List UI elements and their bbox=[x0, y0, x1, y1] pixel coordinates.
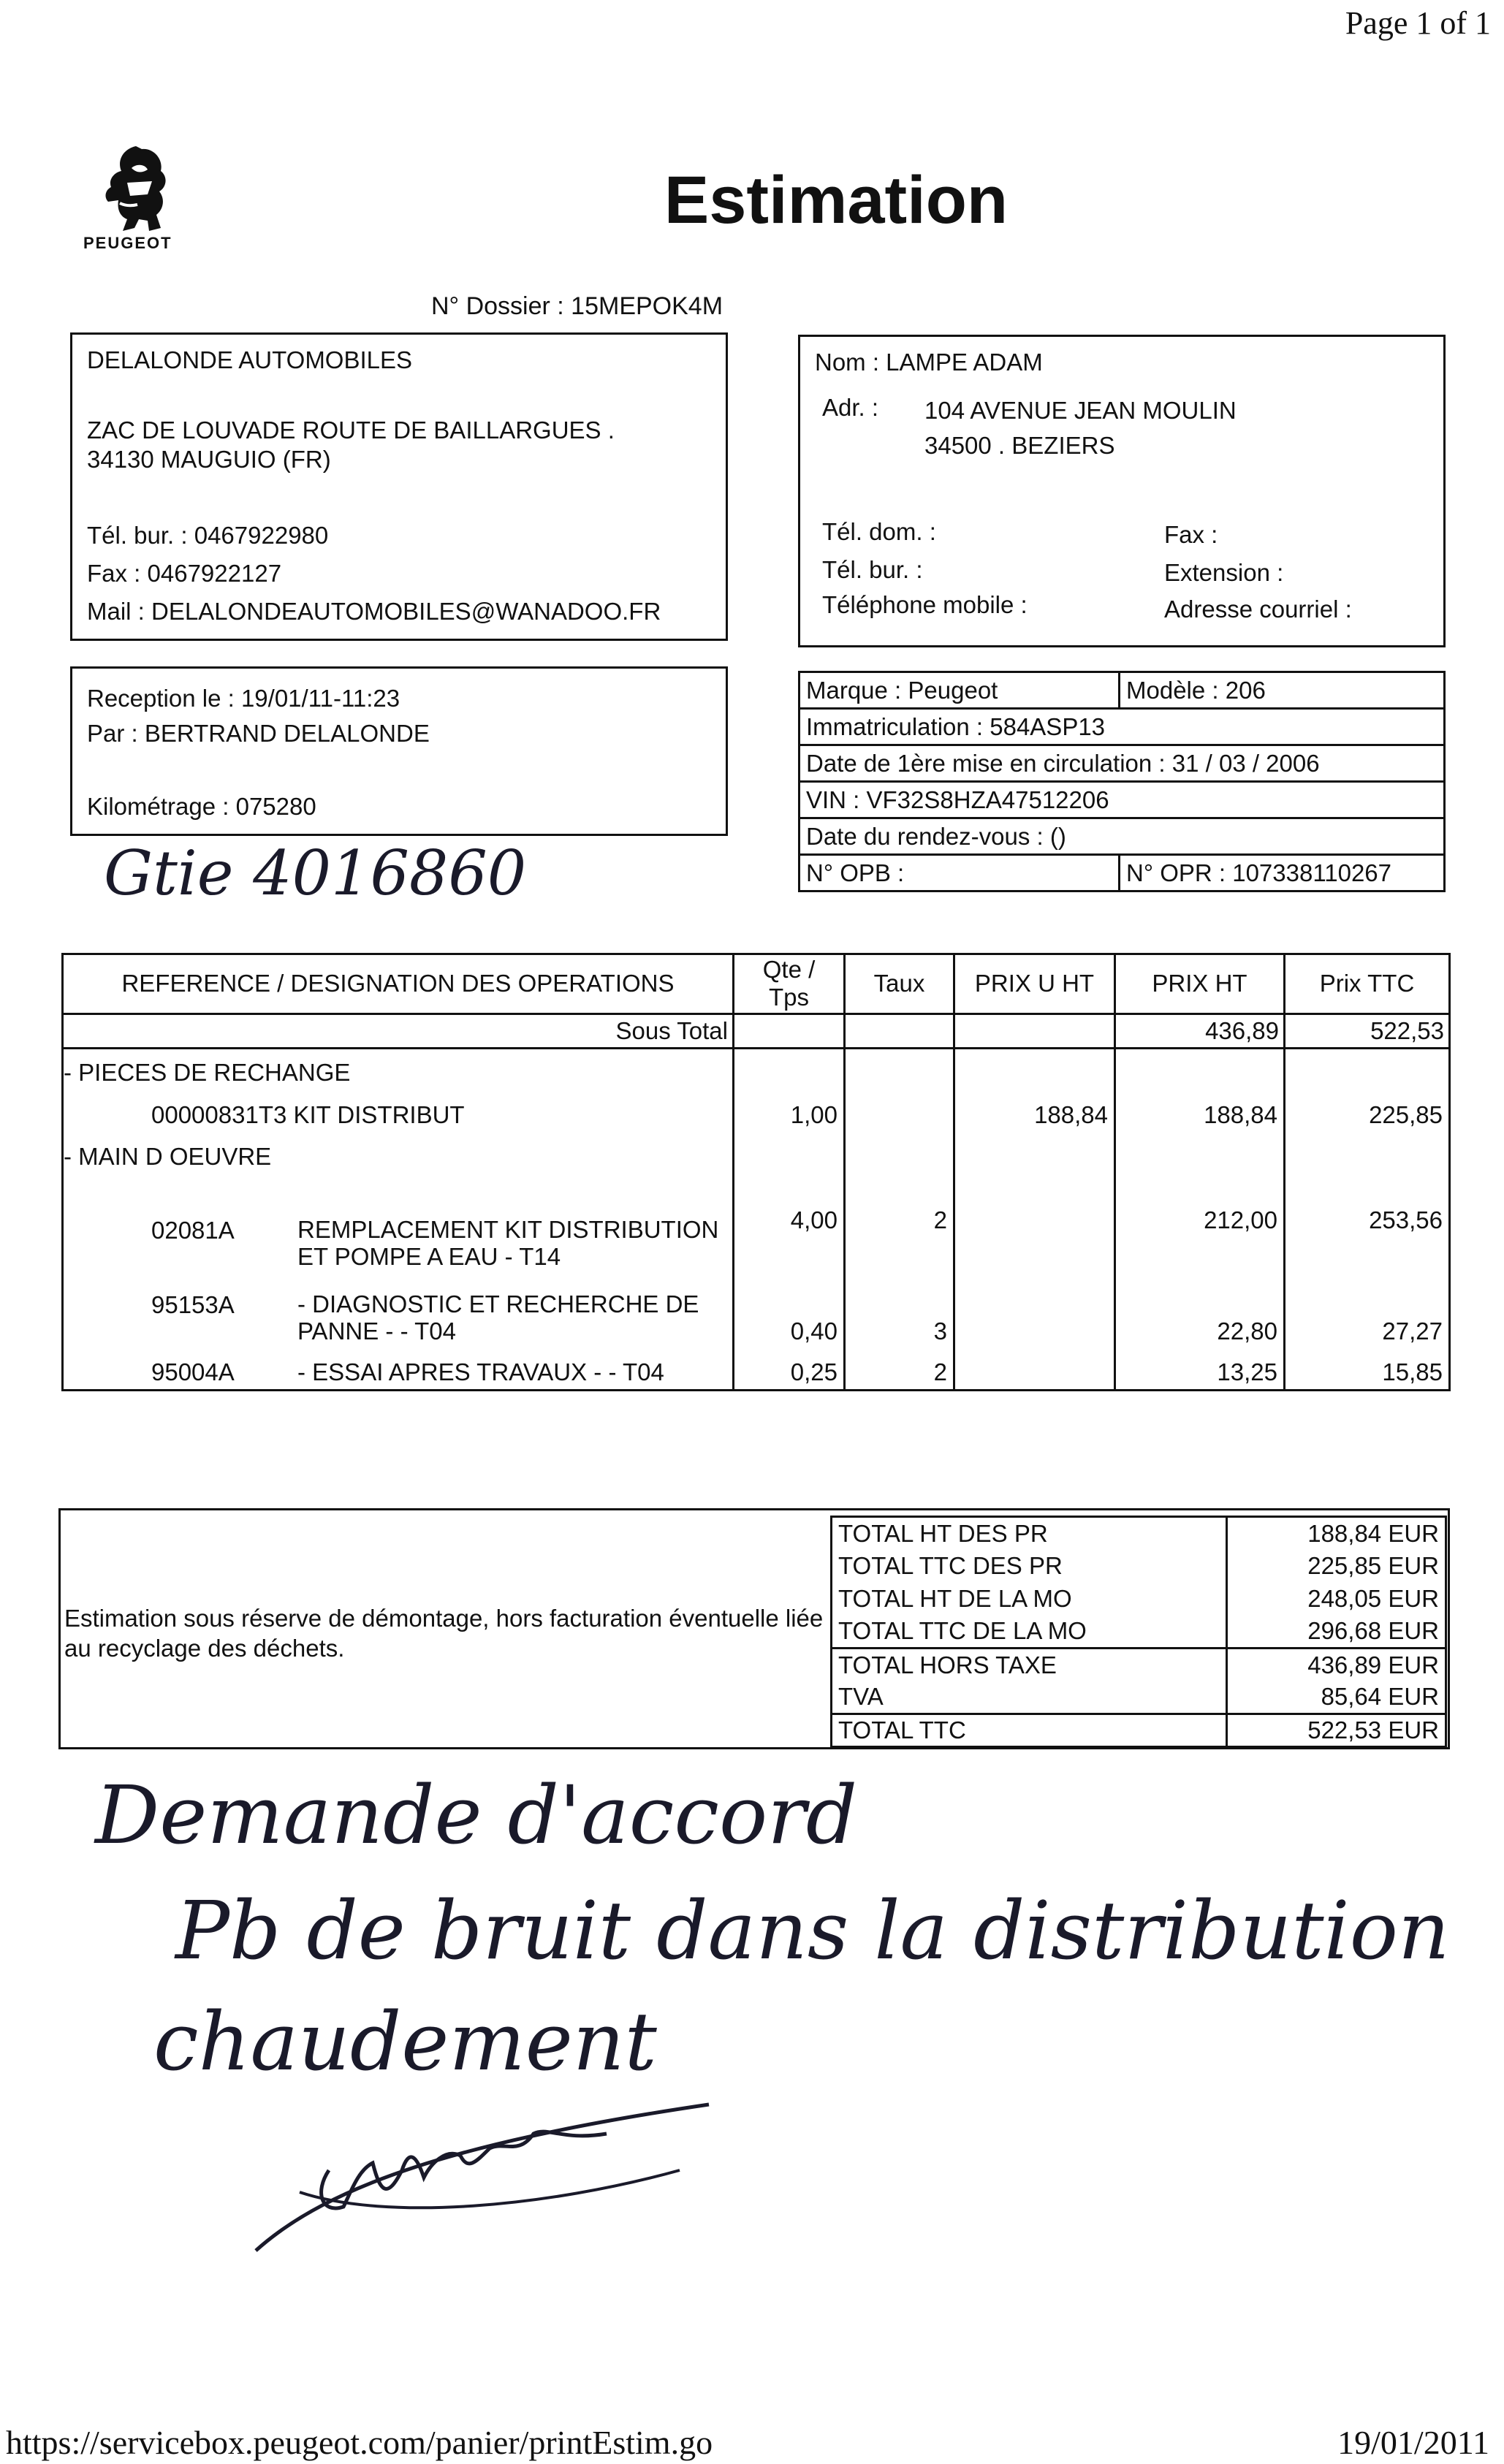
labour-label: - DIAGNOSTIC ET RECHERCHE DE PANNE - - T04 bbox=[297, 1290, 699, 1345]
header-price-ttc: Prix TTC bbox=[1285, 954, 1450, 1014]
appointment-date: Date du rendez-vous : () bbox=[800, 818, 1445, 855]
total-row bbox=[832, 1517, 1446, 1550]
header-price-ht: PRIX HT bbox=[1115, 954, 1285, 1014]
part-reference: 00000831T3 KIT DISTRIBUT bbox=[63, 1087, 734, 1131]
total-value: 188,84 EUR bbox=[1227, 1517, 1446, 1550]
total-value: 248,05 EUR bbox=[1227, 1583, 1446, 1616]
vehicle-model: Modèle : 206 bbox=[1120, 672, 1445, 709]
client-address-label: Adr. : bbox=[822, 394, 879, 421]
page-title: Estimation bbox=[664, 163, 1009, 237]
client-name: Nom : LAMPE ADAM bbox=[815, 349, 1043, 376]
labour-unit-price bbox=[954, 1348, 1115, 1390]
total-label: TVA bbox=[832, 1681, 1227, 1714]
dealer-fax: Fax : 0467922127 bbox=[87, 560, 282, 587]
table-row bbox=[63, 1171, 1450, 1274]
total-row bbox=[832, 1649, 1446, 1681]
labour-qty: 4,00 bbox=[734, 1171, 845, 1274]
labour-code: 02081A bbox=[151, 1217, 235, 1244]
reception-box bbox=[70, 666, 728, 836]
dealer-address-1: ZAC DE LOUVADE ROUTE DE BAILLARGUES . bbox=[87, 417, 615, 444]
header-unit-price: PRIX U HT bbox=[954, 954, 1115, 1014]
header-rate: Taux bbox=[845, 954, 954, 1014]
table-row bbox=[63, 1348, 1450, 1390]
page-number: Page 1 of 1 bbox=[1345, 5, 1491, 41]
section-parts-label: - PIECES DE RECHANGE bbox=[63, 1048, 734, 1087]
labour-label: - ESSAI APRES TRAVAUX - - T04 bbox=[297, 1358, 664, 1386]
opb-number: N° OPB : bbox=[800, 855, 1120, 891]
operations-table bbox=[61, 953, 1451, 1391]
client-tel-dom: Tél. dom. : bbox=[822, 518, 936, 545]
labour-price-ttc: 15,85 bbox=[1285, 1348, 1450, 1390]
part-price-ttc: 225,85 bbox=[1285, 1087, 1450, 1131]
total-row bbox=[832, 1583, 1446, 1616]
vehicle-table bbox=[798, 671, 1446, 892]
dealer-box bbox=[70, 332, 728, 641]
section-labour bbox=[63, 1132, 1450, 1171]
header-quantity: Qte / Tps bbox=[734, 954, 845, 1014]
total-value: 522,53 EUR bbox=[1227, 1714, 1446, 1747]
handwritten-warranty-number: Gtie 4016860 bbox=[104, 837, 527, 909]
brand-text: PEUGEOT bbox=[83, 234, 172, 252]
section-parts bbox=[63, 1048, 1450, 1087]
total-value: 85,64 EUR bbox=[1227, 1681, 1446, 1714]
reception-by: Par : BERTRAND DELALONDE bbox=[87, 720, 430, 747]
footer-url: https://servicebox.peugeot.com/panier/printEstim.go bbox=[6, 2424, 713, 2461]
labour-code: 95004A bbox=[151, 1358, 235, 1385]
total-label: TOTAL HT DES PR bbox=[832, 1517, 1227, 1550]
labour-qty: 0,40 bbox=[734, 1274, 845, 1348]
client-mobile: Téléphone mobile : bbox=[822, 591, 1028, 618]
handwritten-note-2: Pb de bruit dans la distribution bbox=[175, 1884, 1450, 1977]
section-labour-label: - MAIN D OEUVRE bbox=[63, 1132, 734, 1171]
total-value: 436,89 EUR bbox=[1227, 1649, 1446, 1681]
labour-price-ttc: 27,27 bbox=[1285, 1274, 1450, 1348]
reception-date: Reception le : 19/01/11-11:23 bbox=[87, 685, 400, 712]
dossier-number: N° Dossier : 15MEPOK4M bbox=[431, 292, 723, 320]
subtotal-ttc: 522,53 bbox=[1285, 1014, 1450, 1048]
labour-price-ht: 22,80 bbox=[1115, 1274, 1285, 1348]
total-row bbox=[832, 1681, 1446, 1714]
dealer-name: DELALONDE AUTOMOBILES bbox=[87, 346, 413, 373]
client-fax: Fax : bbox=[1164, 521, 1218, 548]
labour-price-ttc: 253,56 bbox=[1285, 1171, 1450, 1274]
client-address-2: 34500 . BEZIERS bbox=[924, 432, 1115, 459]
signature-icon bbox=[241, 2083, 753, 2273]
part-qty: 1,00 bbox=[734, 1087, 845, 1131]
handwritten-note-3: chaudement bbox=[153, 1995, 657, 2088]
total-value: 296,68 EUR bbox=[1227, 1616, 1446, 1649]
vehicle-plate: Immatriculation : 584ASP13 bbox=[800, 709, 1445, 745]
mileage: Kilométrage : 075280 bbox=[87, 793, 316, 820]
total-label: TOTAL HORS TAXE bbox=[832, 1649, 1227, 1681]
estimate-notice: Estimation sous réserve de démontage, hors facturation éventuelle liée au recyclage des déchets. bbox=[64, 1605, 824, 1662]
labour-rate: 2 bbox=[845, 1171, 954, 1274]
labour-unit-price bbox=[954, 1274, 1115, 1348]
footer-date: 19/01/2011 bbox=[1337, 2424, 1489, 2461]
subtotal-ht: 436,89 bbox=[1115, 1014, 1285, 1048]
labour-price-ht: 13,25 bbox=[1115, 1348, 1285, 1390]
labour-label: REMPLACEMENT KIT DISTRIBUTION ET POMPE A EAU - T14 bbox=[297, 1216, 719, 1271]
total-label: TOTAL TTC DES PR bbox=[832, 1550, 1227, 1583]
labour-qty: 0,25 bbox=[734, 1348, 845, 1390]
vehicle-brand: Marque : Peugeot bbox=[800, 672, 1120, 709]
total-label: TOTAL TTC DE LA MO bbox=[832, 1616, 1227, 1649]
opr-number: N° OPR : 107338110267 bbox=[1120, 855, 1445, 891]
vehicle-vin: VIN : VF32S8HZA47512206 bbox=[800, 782, 1445, 818]
labour-rate: 3 bbox=[845, 1274, 954, 1348]
dealer-tel: Tél. bur. : 0467922980 bbox=[87, 522, 329, 549]
subtotal-label: Sous Total bbox=[63, 1014, 734, 1048]
vehicle-first-registration: Date de 1ère mise en circulation : 31 / 03 / 2006 bbox=[800, 745, 1445, 782]
total-row bbox=[832, 1550, 1446, 1583]
table-row bbox=[63, 1274, 1450, 1348]
subtotal-row bbox=[63, 1014, 1450, 1048]
client-tel-bur: Tél. bur. : bbox=[822, 556, 923, 583]
labour-code: 95153A bbox=[151, 1291, 235, 1319]
handwritten-note-1: Demande d'accord bbox=[95, 1768, 858, 1862]
client-email: Adresse courriel : bbox=[1164, 596, 1352, 623]
client-address-1: 104 AVENUE JEAN MOULIN bbox=[924, 397, 1237, 424]
total-label: TOTAL TTC bbox=[832, 1714, 1227, 1747]
labour-unit-price bbox=[954, 1171, 1115, 1274]
totals-table bbox=[830, 1516, 1447, 1748]
table-row bbox=[63, 1087, 1450, 1131]
total-row bbox=[832, 1714, 1446, 1747]
dealer-mail: Mail : DELALONDEAUTOMOBILES@WANADOO.FR bbox=[87, 598, 661, 625]
client-box bbox=[798, 335, 1446, 647]
client-extension: Extension : bbox=[1164, 559, 1284, 586]
part-unit-price: 188,84 bbox=[954, 1087, 1115, 1131]
total-row bbox=[832, 1616, 1446, 1649]
part-rate bbox=[845, 1087, 954, 1131]
total-value: 225,85 EUR bbox=[1227, 1550, 1446, 1583]
dealer-address-2: 34130 MAUGUIO (FR) bbox=[87, 446, 331, 473]
total-label: TOTAL HT DE LA MO bbox=[832, 1583, 1227, 1616]
part-price-ht: 188,84 bbox=[1115, 1087, 1285, 1131]
header-reference: REFERENCE / DESIGNATION DES OPERATIONS bbox=[63, 954, 734, 1014]
labour-rate: 2 bbox=[845, 1348, 954, 1390]
labour-price-ht: 212,00 bbox=[1115, 1171, 1285, 1274]
